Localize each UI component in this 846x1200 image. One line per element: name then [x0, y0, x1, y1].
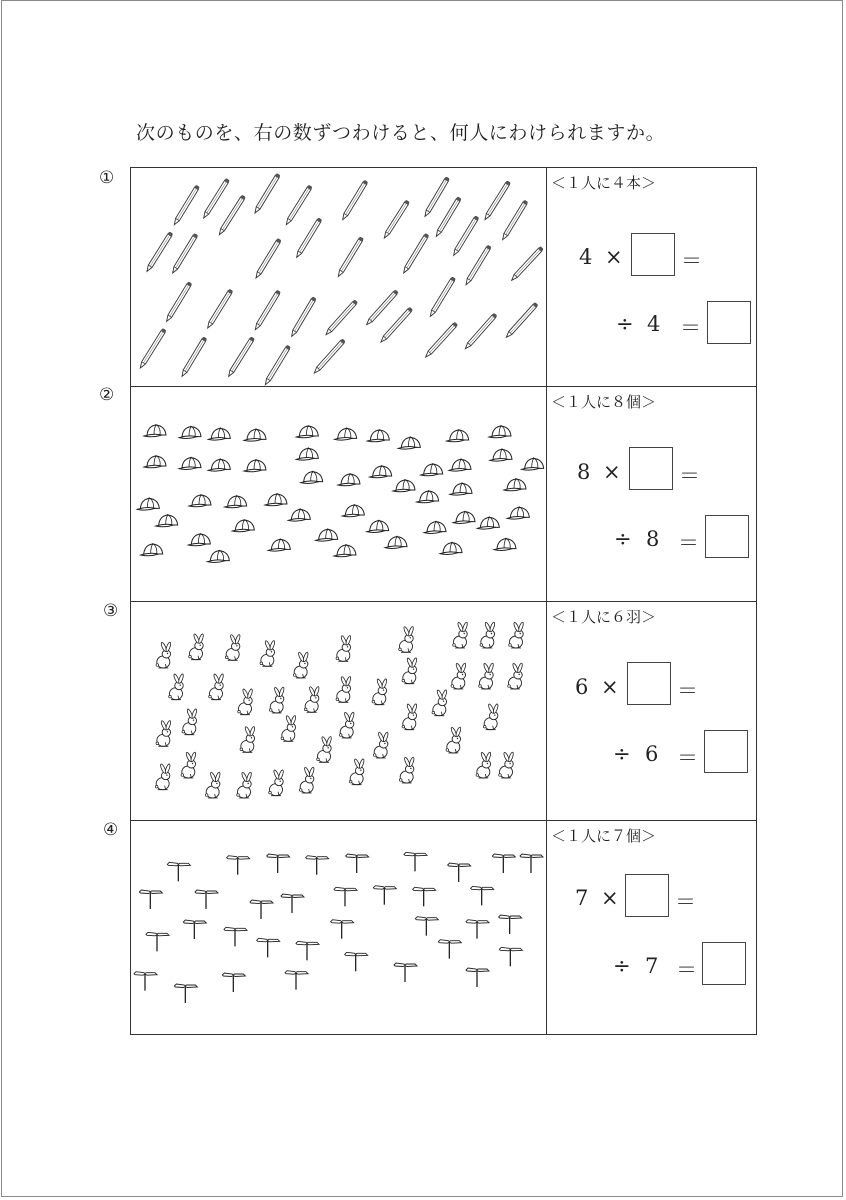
rabbit-icon	[508, 663, 524, 689]
rabbit-icon	[336, 635, 352, 661]
pencil-icon	[263, 345, 290, 386]
cap-icon	[334, 544, 356, 557]
cap-icon	[179, 457, 201, 470]
pencil-icon	[452, 216, 479, 257]
bamboo-copter-icon	[134, 972, 157, 991]
equals-sign: ＝	[678, 531, 699, 555]
pencil-icon	[253, 290, 280, 331]
bamboo-copter-icon	[183, 920, 206, 939]
equals-sign: ＝	[681, 249, 702, 273]
pencil-icon	[483, 181, 510, 221]
rabbit-icon	[155, 763, 171, 789]
times-sign: ×	[601, 675, 619, 699]
cap-icon	[440, 542, 462, 555]
bamboo-copter-icon	[250, 900, 273, 919]
rabbit-icon	[189, 633, 205, 659]
pencil-icon	[165, 282, 192, 323]
bamboo-copter-icon	[438, 940, 461, 959]
pencil-icon	[402, 234, 429, 275]
cap-icon	[301, 471, 323, 484]
problem-4-answer-area	[547, 821, 756, 1034]
bamboo-copter-icon	[346, 854, 369, 873]
cap-icon	[338, 473, 360, 486]
pencil-icon	[382, 200, 409, 239]
rabbit-icon	[339, 712, 355, 738]
cap-icon	[208, 458, 230, 471]
rabbit-icon	[304, 686, 320, 712]
cap-icon	[417, 490, 439, 503]
pencil-icon	[227, 337, 255, 378]
cap-icon	[522, 457, 544, 470]
bamboo-copter-icon	[167, 862, 190, 881]
rabbit-icon	[238, 688, 254, 714]
cap-icon	[342, 504, 364, 517]
bamboo-copter-icon	[394, 963, 417, 982]
divide-sign: ÷	[613, 954, 631, 978]
bamboo-copter-icon	[139, 890, 162, 909]
bamboo-copter-icon	[520, 854, 543, 873]
cap-icon	[490, 448, 512, 461]
pencils-illustration	[131, 168, 546, 386]
times-sign: ×	[605, 245, 623, 269]
rabbit-icon	[372, 678, 388, 704]
rabbit-icon	[281, 715, 297, 741]
rabbit-icon	[446, 727, 462, 753]
answer-box-people[interactable]	[625, 874, 669, 917]
bamboo-copter-icon	[448, 863, 471, 882]
pencil-icon	[434, 197, 461, 238]
cap-icon	[447, 429, 469, 442]
times-sign: ×	[603, 460, 621, 484]
rule-label: ＜１人に６羽＞	[551, 608, 657, 626]
bamboo-copter-icon	[222, 973, 245, 992]
problem-number-4: ④	[103, 820, 119, 840]
pencil-icon	[217, 195, 245, 236]
rule-label: ＜１人に７個＞	[551, 827, 657, 845]
bamboo-copter-icon	[285, 971, 308, 990]
times-sign: ×	[601, 886, 619, 910]
pencil-icon	[145, 232, 173, 273]
pencil-icon	[510, 247, 543, 282]
equals-sign: ＝	[677, 679, 698, 703]
bamboo-copter-icon	[345, 952, 368, 971]
cap-icon	[207, 550, 229, 563]
rabbit-icon	[169, 673, 185, 699]
answer-box-total[interactable]	[702, 942, 746, 985]
rabbit-icon	[269, 769, 285, 795]
cap-icon	[144, 455, 166, 468]
pencil-icon	[254, 239, 281, 280]
pencil-icon	[423, 177, 449, 218]
cap-icon	[179, 426, 201, 439]
rule-label: ＜１人に８個＞	[551, 393, 657, 411]
answer-box-people[interactable]	[631, 233, 675, 276]
cap-icon	[188, 533, 210, 546]
rabbit-icon	[483, 703, 499, 729]
rabbit-icon	[317, 736, 333, 762]
problem-number-2: ②	[99, 385, 115, 405]
rabbit-icon	[451, 663, 467, 689]
rabbits-illustration	[131, 602, 546, 820]
rabbit-icon	[260, 640, 276, 666]
cap-icon	[144, 424, 166, 437]
cap-icon	[288, 508, 310, 521]
pencil-icon	[424, 322, 458, 358]
cap-icon	[477, 516, 499, 529]
cap-icon	[335, 427, 357, 440]
cap-icon	[244, 459, 266, 472]
pencil-icon	[206, 289, 233, 329]
cap-icon	[385, 536, 407, 549]
answer-box-total[interactable]	[707, 301, 751, 344]
multiplier: 8	[577, 460, 591, 484]
rabbit-icon	[336, 676, 352, 702]
bamboo-copter-icon	[373, 886, 396, 905]
divisor: 6	[645, 742, 659, 766]
rabbit-icon	[509, 622, 525, 648]
divide-sign: ÷	[614, 527, 632, 551]
rabbit-icon	[181, 752, 197, 778]
equals-sign: ＝	[676, 958, 697, 982]
cap-icon	[225, 495, 247, 508]
rabbit-icon	[156, 720, 172, 746]
rabbit-icon	[479, 663, 495, 689]
answer-box-total[interactable]	[705, 515, 749, 558]
rabbit-icon	[453, 622, 469, 648]
pencil-icon	[464, 313, 497, 350]
bamboo-copter-icon	[195, 890, 218, 909]
bamboo-copter-icon	[499, 915, 522, 934]
equals-sign: ＝	[680, 316, 701, 340]
equals-sign: ＝	[679, 464, 700, 488]
bamboo-copter-icon	[471, 886, 494, 905]
rabbit-icon	[480, 622, 496, 648]
bamboo-copter-icon	[296, 941, 319, 960]
problem-1-answer-area	[547, 168, 756, 386]
pencil-icon	[379, 307, 412, 343]
bamboo-copter-icon	[499, 947, 522, 966]
rule-label: ＜１人に４本＞	[551, 174, 657, 192]
rabbit-icon	[225, 634, 241, 660]
multiplier: 7	[575, 886, 589, 910]
divisor: 8	[646, 527, 660, 551]
rabbit-icon	[432, 689, 448, 715]
instruction-text: 次のものを、右の数ずつわけると、何人にわけられますか。	[136, 122, 666, 144]
cap-icon	[189, 494, 211, 507]
cap-icon	[489, 425, 511, 438]
pencil-icon	[290, 297, 316, 338]
cap-icon	[449, 458, 471, 471]
problem-3-answer-area	[547, 602, 756, 820]
cap-icon	[232, 519, 254, 532]
cap-panel	[131, 387, 546, 601]
rabbit-icon	[299, 767, 315, 793]
cap-icon	[507, 506, 529, 519]
cap-icon	[316, 528, 338, 541]
pencil-icon	[295, 218, 322, 259]
cap-icon	[367, 429, 389, 442]
cap-icon	[244, 428, 266, 441]
cap-icon	[393, 479, 415, 492]
cap-icon	[296, 447, 318, 460]
pencil-icon	[180, 337, 207, 378]
pencil-panel	[131, 168, 546, 386]
bamboo-copter-icon	[227, 856, 250, 875]
bamboo-copter-icon	[404, 852, 427, 871]
pencil-icon	[428, 277, 455, 318]
multiplier: 4	[579, 245, 593, 269]
rabbit-icon	[402, 657, 418, 683]
answer-box-people[interactable]	[629, 447, 673, 490]
bamboo-copter-icon	[146, 932, 169, 951]
bamboo-copter-icon	[174, 984, 197, 1003]
bamboo-copter-icon	[334, 887, 357, 906]
bamboo-copter-icon	[267, 854, 290, 873]
rabbit-icon	[349, 758, 365, 784]
bamboo-copter-icon	[224, 927, 247, 946]
bamboo-copter-icon	[257, 938, 280, 957]
pencil-icon	[172, 185, 199, 226]
caps-illustration	[131, 387, 546, 601]
rabbit-icon	[293, 652, 309, 678]
cap-icon	[504, 478, 526, 491]
equals-sign: ＝	[675, 890, 696, 914]
cap-icon	[296, 425, 318, 438]
pencil-icon	[324, 300, 357, 336]
bamboo-copter-icon	[415, 917, 438, 936]
equals-sign: ＝	[677, 746, 698, 770]
cap-icon	[367, 520, 389, 533]
problem-2-answer-area	[547, 387, 756, 601]
rabbit-icon	[402, 703, 418, 729]
cap-icon	[453, 511, 475, 524]
rabbit-icon	[499, 752, 515, 778]
cap-icon	[494, 538, 516, 551]
rabbit-icon	[476, 752, 492, 778]
worksheet-table	[130, 167, 757, 1035]
problem-number-1: ①	[99, 168, 115, 188]
rabbit-icon	[240, 726, 256, 752]
cap-icon	[450, 482, 472, 495]
pencil-icon	[341, 180, 368, 221]
answer-box-people[interactable]	[627, 662, 671, 705]
bamboo-copter-icon	[306, 856, 329, 875]
bamboo-copter-icon	[413, 887, 436, 906]
rabbit-icon	[237, 772, 253, 798]
cap-icon	[370, 465, 392, 478]
pencil-icon	[505, 303, 538, 339]
cap-icon	[424, 521, 446, 534]
problem-number-3: ③	[103, 601, 119, 621]
rabbit-icon	[373, 732, 389, 758]
pencil-icon	[202, 178, 230, 219]
bamboo-copter-icon	[466, 968, 489, 987]
bamboo-copter-icon	[466, 920, 489, 939]
cap-icon	[398, 436, 420, 449]
rabbit-icon	[399, 757, 415, 783]
pencil-icon	[253, 174, 280, 215]
pencil-icon	[284, 185, 312, 226]
pencil-icon	[171, 234, 198, 275]
bamboo-copter-icon	[281, 894, 304, 913]
divide-sign: ÷	[613, 742, 631, 766]
rabbit-icon	[209, 673, 225, 699]
cap-icon	[265, 493, 287, 506]
cap-icon	[156, 514, 178, 527]
cap-icon	[268, 538, 290, 551]
pencil-icon	[336, 237, 363, 278]
pencil-icon	[501, 200, 528, 241]
pencil-icon	[138, 328, 166, 369]
bamboo-copter-panel	[131, 821, 546, 1034]
rabbit-icon	[205, 772, 221, 798]
answer-box-total[interactable]	[704, 730, 748, 773]
rabbit-icon	[269, 687, 285, 713]
bamboo-copter-icon	[492, 854, 515, 873]
rabbit-panel	[131, 602, 546, 820]
bamboo-copter-icon	[331, 920, 354, 939]
cap-icon	[137, 497, 159, 510]
divide-sign: ÷	[616, 312, 634, 336]
pencil-icon	[464, 245, 491, 286]
rabbit-icon	[182, 708, 198, 734]
divisor: 4	[647, 312, 661, 336]
multiplier: 6	[575, 675, 589, 699]
cap-icon	[421, 463, 443, 476]
cap-icon	[208, 427, 230, 440]
rabbit-icon	[156, 642, 172, 668]
pencil-icon	[365, 290, 398, 326]
rabbit-icon	[399, 626, 415, 652]
bamboo-copters-illustration	[131, 821, 546, 1034]
cap-icon	[141, 543, 163, 556]
pencil-icon	[313, 339, 346, 375]
divisor: 7	[645, 954, 659, 978]
